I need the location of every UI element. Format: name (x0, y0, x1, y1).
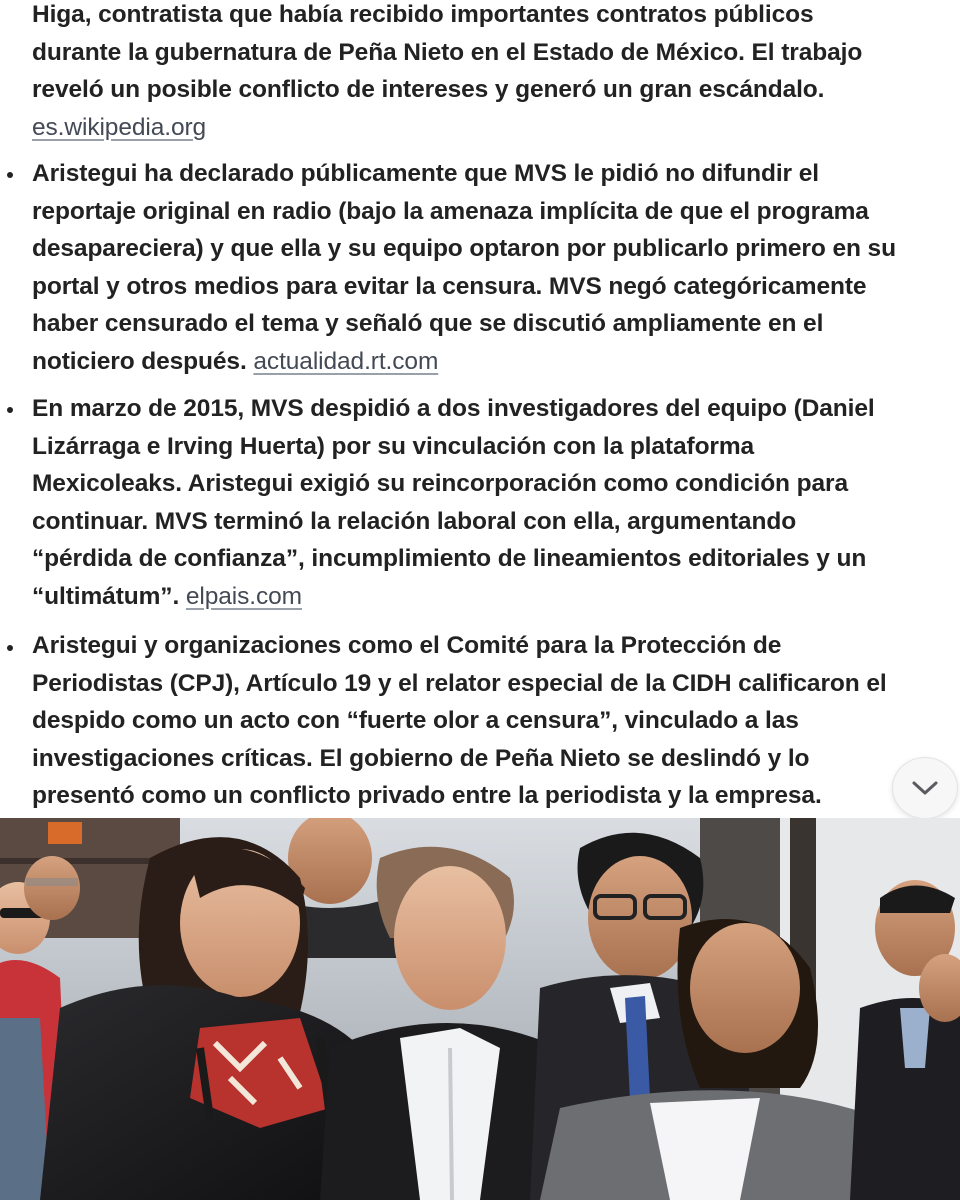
photo-illustration (0, 818, 960, 1200)
bullet-icon (6, 172, 16, 182)
bullet-icon (6, 407, 16, 417)
text-line: portal y otros medios para evitar la censura. MVS negó categóricamente (32, 272, 867, 300)
text-line: En marzo de 2015, MVS despidió a dos investigadores del equipo (Daniel (32, 395, 875, 422)
text-line: “ultimátum”. (32, 582, 180, 610)
text-line: continuar. MVS terminó la relación laboral con ella, argumentando (32, 507, 797, 535)
text-line: despido como un acto con “fuerte olor a censura”, vinculado a las (32, 707, 799, 734)
text-line: Lizárraga e Irving Huerta) por su vinculación con la plataforma (32, 432, 755, 460)
text-line: presentó como un conflicto privado entre la periodista y la empresa. (32, 782, 822, 809)
group-photo (0, 818, 960, 1200)
text-line: reveló un posible conflicto de intereses y generó un gran escándalo. (32, 76, 825, 103)
text-line: haber censurado el tema y señaló que se discutió ampliamente en el (32, 310, 824, 337)
paragraph-higa (32, 0, 958, 146)
source-link-wikipedia[interactable]: es.wikipedia.org (32, 113, 207, 141)
text-line: desapareciera) y que ella y su equipo optaron por publicarlo primero en su (32, 235, 896, 262)
text-line: Periodistas (CPJ), Artículo 19 y el relator especial de la CIDH calificaron el (32, 669, 887, 697)
source-link-elpais[interactable]: elpais.com (185, 582, 302, 610)
text-line: Aristegui ha declarado públicamente que MVS le pidió no difundir el (32, 160, 819, 187)
source-link-rt[interactable]: actualidad.rt.com (253, 347, 439, 375)
paragraph-cpj (32, 627, 958, 815)
paragraph-mvs-censura (32, 155, 958, 380)
chevron-down-icon (911, 780, 939, 796)
text-line: Mexicoleaks. Aristegui exigió su reincorporación como condición para (32, 470, 848, 497)
scroll-down-button[interactable] (892, 757, 958, 818)
text-line: Aristegui y organizaciones como el Comité para la Protección de (32, 632, 782, 659)
paragraph-despido-investigadores (32, 390, 958, 615)
text-line: noticiero después. (32, 347, 247, 375)
text-line: durante la gubernatura de Peña Nieto en el Estado de México. El trabajo (32, 38, 863, 66)
text-line: investigaciones críticas. El gobierno de Peña Nieto se deslindó y lo (32, 744, 810, 772)
text-line: reportaje original en radio (bajo la amenaza implícita de que el programa (32, 197, 869, 225)
bullet-icon (6, 645, 16, 655)
text-line: Higa, contratista que había recibido importantes contratos públicos (32, 1, 814, 28)
text-line: “pérdida de confianza”, incumplimiento de lineamientos editoriales y un (32, 545, 867, 572)
